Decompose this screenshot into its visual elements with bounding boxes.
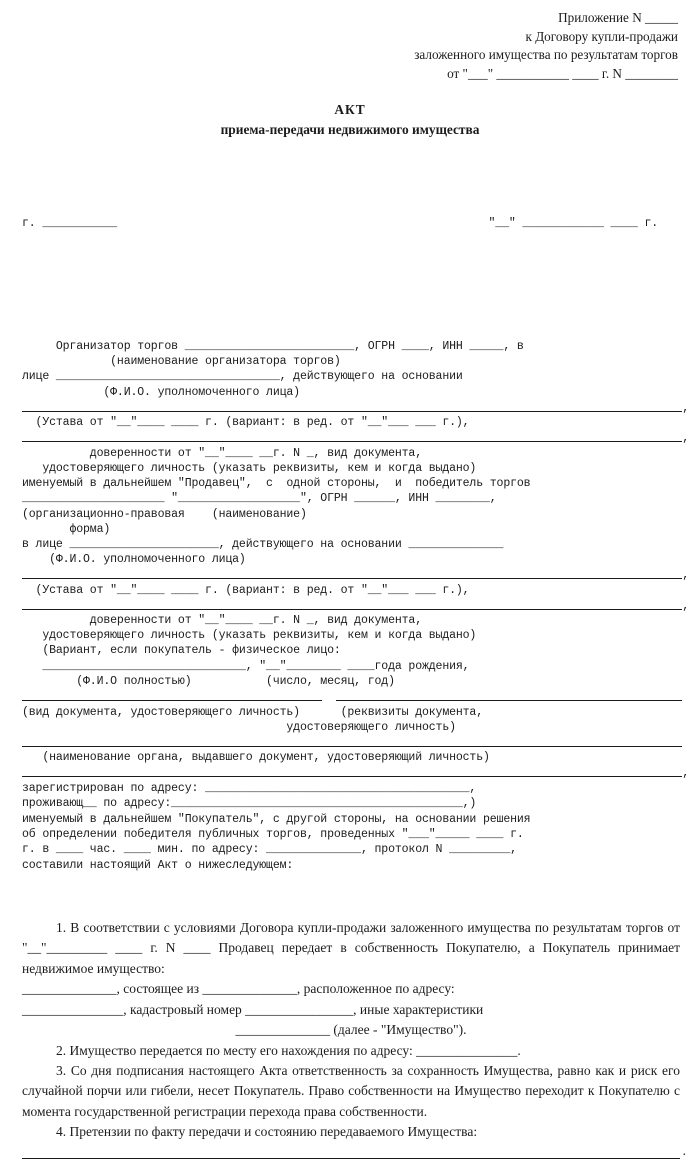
rule-trailing-punctuation: ,: [682, 432, 689, 446]
document-title-block: [0, 100, 700, 140]
form-rule-buyer-charter-rule[interactable]: [22, 567, 689, 583]
form-line-organizer[interactable]: Организатор торгов _________________________, ОГРН ____, ИНН _____, в: [22, 339, 524, 353]
form-line-organizer-caption: (наименование организатора торгов): [22, 355, 341, 369]
form-line-buyer-poa-line-1: доверенности от "__"____ __г. N _, вид документа,: [22, 614, 422, 628]
city-field[interactable]: г. ___________: [22, 217, 117, 230]
form-line-id-doc-caption-1: (вид документа, удостоверяющего личность) (реквизиты документа,: [22, 705, 483, 719]
header-line-date-number: от "___" ___________ ____ г. N ________: [447, 65, 678, 81]
header-line-contract: к Договору купли-продажи: [525, 28, 678, 44]
clause-1: 1. В соответствии с условиями Договора купли-продажи заложенного имущества по результатам торгов от "__"_________ ____ г. N ____ Продавец передает в собственность Покупателю, а Покупатель принимает недвижимое имущество:: [22, 920, 680, 976]
clause-2: 2. Имущество передается по месту его нахождения по адресу: _______________.: [56, 1042, 521, 1058]
form-line-fio-caption: (Ф.И.О полностью) (число, месяц, год): [22, 675, 395, 689]
clause-3: 3. Со дня подписания настоящего Акта ответственность за сохранность Имущества, равно как и риск его случайной порчи или гибели, несет Покупатель. Право собственности на Имущество переходит к Покупателю с момента государственной регистрации перехода права собственности.: [22, 1062, 680, 1119]
date-field[interactable]: "__" ____________ ____ г.: [488, 217, 658, 230]
form-line-auction-decision[interactable]: об определении победителя публичных торгов, проведенных "___"_____ ____ г.: [22, 828, 524, 842]
rule-trailing-punctuation: ,: [682, 569, 689, 583]
header-line-pledged-property: заложенного имущества по результатам торгов: [414, 47, 678, 63]
page-subtitle: приема-передачи недвижимого имущества: [220, 122, 480, 138]
clause-1-details-line-2[interactable]: _______________, кадастровый номер ________________, иные характеристики: [22, 1001, 484, 1017]
form-line-id-doc-caption-2: удостоверяющего личность): [22, 720, 456, 734]
clause-1-details-line-1[interactable]: ______________, состоящее из ______________, расположенное по адресу:: [22, 981, 455, 997]
rule-trailing-punctuation: ,: [682, 401, 689, 415]
clause-4-answer-blank[interactable]: [22, 1143, 686, 1159]
form-line-buyer-entity-line[interactable]: _____________________ "__________________", ОГРН ______, ИНН ________,: [22, 492, 497, 506]
form-line-person-line[interactable]: лице _________________________________, действующего на основании: [22, 370, 463, 384]
rule-segment[interactable]: [22, 765, 682, 777]
form-line-auction-time[interactable]: г. в ____ час. ____ мин. по адресу: ______________, протокол N _________,: [22, 843, 517, 857]
form-line-buyer-poa-line-2: удостоверяющего личность (указать реквизиты, кем и когда выдано): [22, 629, 477, 643]
clause-1-details-line-3[interactable]: ______________ (далее - "Имущество").: [235, 1022, 467, 1038]
form-line-seller-line[interactable]: именуемый в дальнейшем "Продавец", с одной стороны, и победитель торгов: [22, 476, 531, 490]
clause-4-trailing-punctuation: .: [682, 1143, 686, 1159]
form-body: [0, 154, 700, 904]
form-line-person-caption: (Ф.И.О. уполномоченного лица): [22, 385, 300, 399]
form-line-residing[interactable]: проживающ__ по адресу:___________________________________________,): [22, 797, 477, 811]
form-rule-issuer-rule[interactable]: [22, 735, 682, 750]
form-line-buyer-charter-line: (Устава от "__"____ ____ г. (вариант: в ред. от "__"___ ___ г.),: [22, 583, 470, 597]
rule-segment-right[interactable]: [336, 689, 682, 701]
form-rule-id-doc-rule[interactable]: [22, 689, 682, 704]
rule-trailing-punctuation: ,: [682, 767, 689, 781]
form-rule-pre-registered-rule[interactable]: [22, 765, 689, 781]
form-rule-charter-rule[interactable]: [22, 400, 689, 415]
rule-segment[interactable]: [22, 735, 682, 747]
form-line-poa-line-1: доверенности от "__"____ __г. N _, вид документа,: [22, 446, 422, 460]
rule-segment[interactable]: [22, 400, 682, 412]
clauses-container: [0, 918, 700, 1158]
form-line-registered[interactable]: зарегистрирован по адресу: _______________________________________,: [22, 781, 477, 795]
clause-4: 4. Претензии по факту передачи и состоянию передаваемого Имущества:: [56, 1124, 478, 1140]
form-line-buyer-entity-caption-1: (организационно-правовая (наименование): [22, 507, 307, 521]
form-line-buyer-entity-caption-2: форма): [22, 522, 111, 536]
form-lines-container: [22, 339, 689, 873]
form-rule-poa-rule[interactable]: [22, 430, 689, 446]
document-header: [0, 0, 700, 83]
form-line-charter-line: (Устава от "__"____ ____ г. (вариант: в ред. от "__"___ ___ г.),: [22, 416, 470, 430]
rule-segment-left[interactable]: [22, 689, 322, 701]
form-line-fio-line[interactable]: ______________________________, "__"________ ____года рождения,: [22, 659, 470, 673]
rule-segment[interactable]: [22, 598, 682, 610]
rule-trailing-punctuation: ,: [682, 599, 689, 613]
city-date-row: [22, 216, 682, 231]
form-line-buyer-named[interactable]: именуемый в дальнейшем "Покупатель", с другой стороны, на основании решения: [22, 812, 531, 826]
form-line-buyer-person-line[interactable]: в лице ______________________, действующего на основании ______________: [22, 537, 504, 551]
rule-segment[interactable]: [22, 430, 682, 442]
form-rule-buyer-poa-rule[interactable]: [22, 598, 689, 613]
page-title: АКТ: [334, 102, 366, 118]
form-line-conclusion[interactable]: составили настоящий Акт о нижеследующем:: [22, 858, 294, 872]
form-line-individual-variant[interactable]: (Вариант, если покупатель - физическое лицо:: [22, 644, 341, 658]
form-line-issuer-caption: (наименование органа, выдавшего документ, удостоверяющий личность): [22, 751, 490, 765]
form-line-poa-line-2: удостоверяющего личность (указать реквизиты, кем и когда выдано): [22, 461, 477, 475]
form-line-buyer-person-caption: (Ф.И.О. уполномоченного лица): [22, 553, 246, 567]
rule-segment[interactable]: [22, 567, 682, 579]
header-line-attachment: Приложение N _____: [558, 10, 678, 25]
